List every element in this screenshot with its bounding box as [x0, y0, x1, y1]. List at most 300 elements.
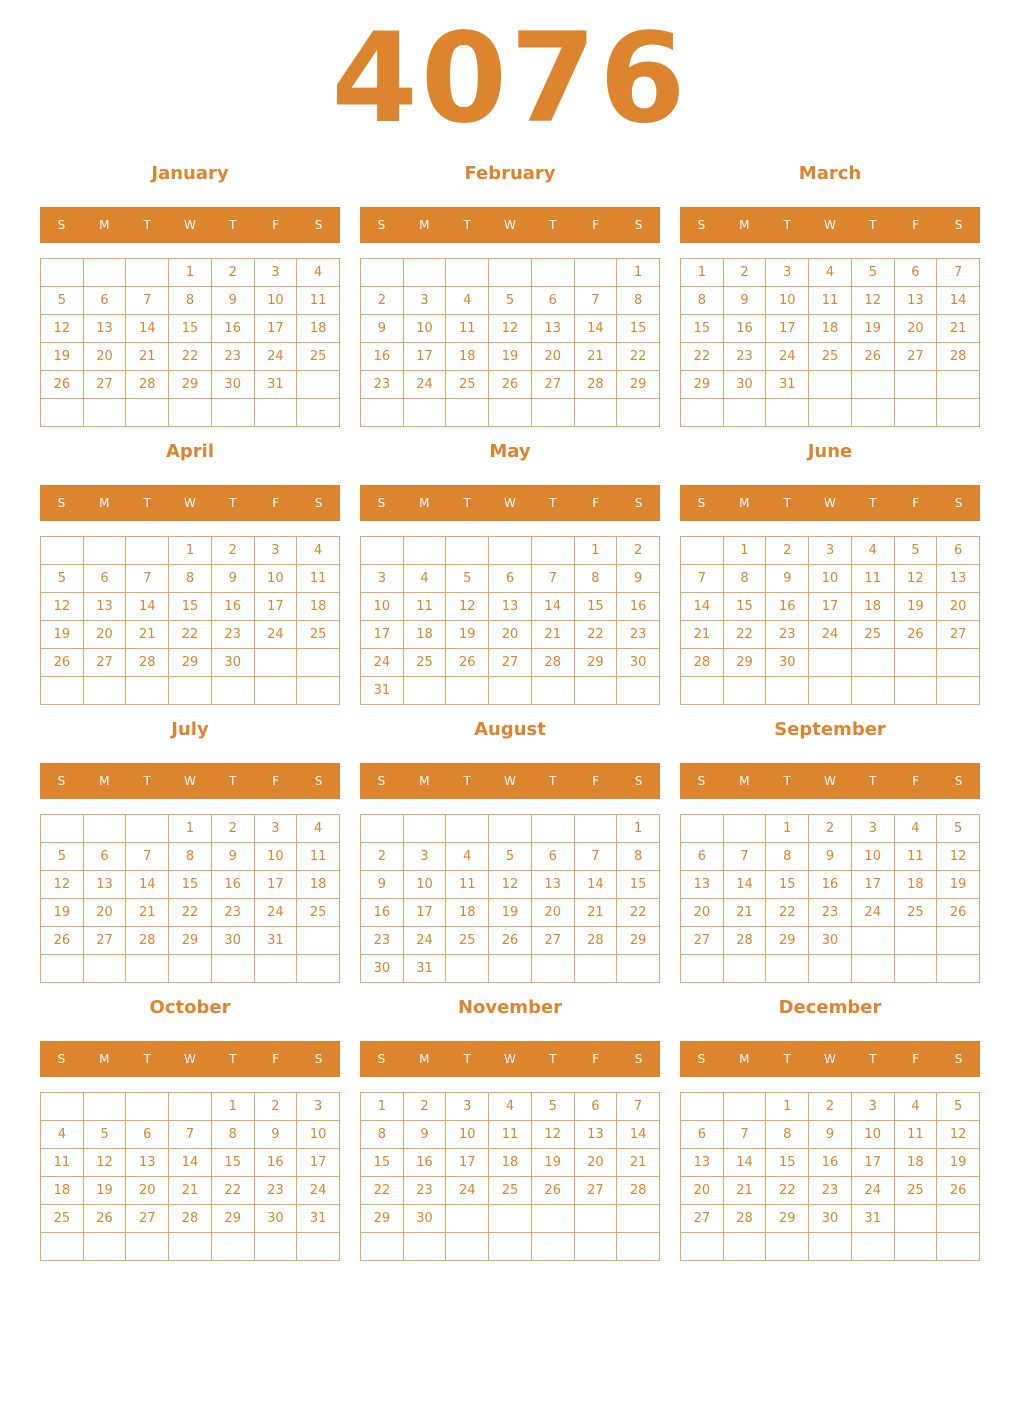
- day-cell: 30: [809, 1205, 852, 1233]
- month-name: October: [149, 997, 231, 1018]
- weekday-label: M: [739, 218, 750, 232]
- day-cell: 25: [489, 1177, 532, 1205]
- day-cell: 28: [575, 371, 618, 399]
- day-cell: 7: [724, 843, 767, 871]
- weekday-label: W: [824, 1052, 836, 1066]
- day-cell: 20: [575, 1149, 618, 1177]
- day-cell: 16: [724, 315, 767, 343]
- day-cell-empty: [532, 1233, 575, 1261]
- day-cell-empty: [446, 1233, 489, 1261]
- weekday-label: T: [229, 774, 237, 788]
- day-cell: 20: [84, 343, 127, 371]
- days-grid: [40, 258, 340, 427]
- day-cell: 25: [895, 899, 938, 927]
- days-grid: [360, 258, 660, 427]
- day-cell: 15: [724, 593, 767, 621]
- day-cell: 6: [575, 1093, 618, 1121]
- weekday-label: T: [143, 774, 151, 788]
- day-cell-empty: [895, 649, 938, 677]
- weekday-label: S: [377, 774, 386, 788]
- day-cell: 30: [404, 1205, 447, 1233]
- day-cell: 5: [852, 259, 895, 287]
- weekday-label: W: [184, 218, 196, 232]
- day-cell: 13: [126, 1149, 169, 1177]
- weekday-label: W: [504, 774, 516, 788]
- day-cell: 1: [169, 537, 212, 565]
- weekday-label: T: [463, 1052, 471, 1066]
- weekday-label: T: [783, 1052, 791, 1066]
- day-cell: 13: [84, 593, 127, 621]
- weekday-label: T: [463, 496, 471, 510]
- weekday-label: F: [592, 496, 600, 510]
- day-cell: 12: [489, 315, 532, 343]
- day-cell: 22: [575, 621, 618, 649]
- day-cell: 5: [532, 1093, 575, 1121]
- day-cell: 6: [84, 565, 127, 593]
- day-cell: 19: [532, 1149, 575, 1177]
- day-cell-empty: [809, 955, 852, 983]
- day-cell-empty: [404, 1233, 447, 1261]
- day-cell: 1: [617, 259, 660, 287]
- day-cell: 29: [169, 927, 212, 955]
- day-cell: 26: [41, 649, 84, 677]
- weekday-label: T: [549, 774, 557, 788]
- month-name: November: [457, 997, 563, 1018]
- day-cell: 4: [895, 1093, 938, 1121]
- day-cell: 6: [681, 843, 724, 871]
- day-cell-empty: [681, 955, 724, 983]
- day-cell: 22: [169, 621, 212, 649]
- day-cell: 19: [895, 593, 938, 621]
- day-cell: 28: [126, 649, 169, 677]
- month-june: [680, 436, 980, 704]
- day-cell: 24: [255, 899, 298, 927]
- day-cell: 1: [724, 537, 767, 565]
- day-cell: 27: [84, 927, 127, 955]
- day-cell-empty: [126, 815, 169, 843]
- day-cell-empty: [126, 1233, 169, 1261]
- day-cell: 16: [766, 593, 809, 621]
- day-cell: 31: [255, 371, 298, 399]
- day-cell: 24: [852, 1177, 895, 1205]
- weekday-label: S: [634, 774, 643, 788]
- day-cell: 28: [724, 1205, 767, 1233]
- weekday-label: S: [314, 218, 323, 232]
- day-cell-empty: [895, 955, 938, 983]
- day-cell: 22: [681, 343, 724, 371]
- day-cell: 14: [937, 287, 980, 315]
- day-cell-empty: [212, 955, 255, 983]
- day-cell: 5: [41, 565, 84, 593]
- weekday-label: S: [697, 496, 706, 510]
- day-cell-empty: [41, 815, 84, 843]
- day-cell-empty: [617, 1205, 660, 1233]
- days-grid: [40, 536, 340, 705]
- day-cell: 26: [41, 371, 84, 399]
- day-cell-empty: [84, 677, 127, 705]
- day-cell-empty: [895, 677, 938, 705]
- day-cell-empty: [681, 815, 724, 843]
- day-cell: 5: [446, 565, 489, 593]
- day-cell: 17: [766, 315, 809, 343]
- day-cell: 5: [937, 815, 980, 843]
- day-cell: 23: [617, 621, 660, 649]
- day-cell: 17: [404, 899, 447, 927]
- day-cell: 29: [766, 1205, 809, 1233]
- day-cell: 8: [766, 1121, 809, 1149]
- weekday-label: S: [634, 496, 643, 510]
- day-cell-empty: [937, 399, 980, 427]
- day-cell: 2: [766, 537, 809, 565]
- day-cell: 30: [617, 649, 660, 677]
- day-cell: 27: [937, 621, 980, 649]
- month-name: September: [774, 719, 886, 740]
- day-cell-empty: [852, 1233, 895, 1261]
- day-cell-empty: [766, 399, 809, 427]
- day-cell: 11: [404, 593, 447, 621]
- day-cell: 30: [724, 371, 767, 399]
- day-cell: 3: [766, 259, 809, 287]
- day-cell: 7: [169, 1121, 212, 1149]
- weekday-label: F: [912, 1052, 920, 1066]
- day-cell: 22: [617, 343, 660, 371]
- weekday-label: F: [912, 496, 920, 510]
- weekday-label: S: [697, 774, 706, 788]
- weekday-label: S: [954, 218, 963, 232]
- day-cell: 23: [212, 899, 255, 927]
- day-cell-empty: [852, 927, 895, 955]
- day-cell: 31: [404, 955, 447, 983]
- day-cell: 7: [724, 1121, 767, 1149]
- day-cell: 7: [681, 565, 724, 593]
- month-name: December: [778, 997, 882, 1018]
- day-cell-empty: [489, 537, 532, 565]
- day-cell: 17: [297, 1149, 340, 1177]
- day-cell-empty: [41, 1233, 84, 1261]
- weekday-header: [40, 1041, 340, 1077]
- month-name: August: [474, 719, 546, 740]
- day-cell-empty: [169, 1233, 212, 1261]
- month-december: [680, 992, 980, 1260]
- day-cell: 23: [766, 621, 809, 649]
- month-name: June: [807, 441, 853, 462]
- day-cell: 18: [895, 871, 938, 899]
- day-cell: 20: [681, 1177, 724, 1205]
- day-cell: 7: [575, 843, 618, 871]
- day-cell-empty: [41, 259, 84, 287]
- day-cell: 5: [84, 1121, 127, 1149]
- day-cell: 15: [212, 1149, 255, 1177]
- day-cell: 9: [212, 287, 255, 315]
- day-cell-empty: [126, 399, 169, 427]
- day-cell: 29: [575, 649, 618, 677]
- day-cell: 12: [852, 287, 895, 315]
- day-cell-empty: [852, 371, 895, 399]
- day-cell-empty: [937, 371, 980, 399]
- day-cell-empty: [724, 1093, 767, 1121]
- day-cell: 10: [361, 593, 404, 621]
- day-cell: 27: [681, 1205, 724, 1233]
- day-cell: 4: [297, 259, 340, 287]
- day-cell: 15: [169, 871, 212, 899]
- day-cell: 11: [895, 843, 938, 871]
- day-cell-empty: [361, 815, 404, 843]
- day-cell: 21: [532, 621, 575, 649]
- day-cell: 30: [212, 649, 255, 677]
- weekday-label: S: [697, 1052, 706, 1066]
- day-cell-empty: [446, 677, 489, 705]
- day-cell-empty: [489, 815, 532, 843]
- day-cell: 24: [255, 621, 298, 649]
- day-cell-empty: [169, 1093, 212, 1121]
- day-cell: 11: [297, 287, 340, 315]
- day-cell: 2: [809, 815, 852, 843]
- day-cell: 29: [169, 649, 212, 677]
- month-march: [680, 158, 980, 426]
- day-cell: 6: [84, 843, 127, 871]
- day-cell: 9: [809, 843, 852, 871]
- weekday-label: T: [869, 496, 877, 510]
- day-cell: 22: [617, 899, 660, 927]
- day-cell-empty: [681, 1093, 724, 1121]
- day-cell: 27: [895, 343, 938, 371]
- day-cell: 13: [681, 871, 724, 899]
- weekday-label: F: [272, 496, 280, 510]
- day-cell: 28: [126, 371, 169, 399]
- weekday-label: F: [272, 218, 280, 232]
- day-cell: 16: [361, 343, 404, 371]
- day-cell-empty: [937, 649, 980, 677]
- day-cell: 17: [809, 593, 852, 621]
- day-cell-empty: [681, 1233, 724, 1261]
- weekday-header: [40, 485, 340, 521]
- day-cell: 25: [446, 371, 489, 399]
- weekday-header: [680, 485, 980, 521]
- weekday-label: T: [869, 218, 877, 232]
- day-cell: 24: [404, 927, 447, 955]
- day-cell-empty: [297, 1233, 340, 1261]
- day-cell: 31: [297, 1205, 340, 1233]
- day-cell: 14: [126, 871, 169, 899]
- day-cell: 21: [937, 315, 980, 343]
- day-cell: 7: [575, 287, 618, 315]
- day-cell: 30: [361, 955, 404, 983]
- day-cell: 21: [681, 621, 724, 649]
- day-cell: 7: [126, 843, 169, 871]
- weekday-label: S: [377, 218, 386, 232]
- weekday-label: F: [272, 774, 280, 788]
- day-cell-empty: [937, 1205, 980, 1233]
- day-cell: 25: [809, 343, 852, 371]
- day-cell: 6: [532, 287, 575, 315]
- day-cell: 3: [852, 815, 895, 843]
- day-cell: 8: [169, 565, 212, 593]
- day-cell-empty: [446, 399, 489, 427]
- weekday-label: S: [57, 774, 66, 788]
- day-cell: 3: [404, 287, 447, 315]
- day-cell: 7: [532, 565, 575, 593]
- day-cell: 6: [489, 565, 532, 593]
- day-cell-empty: [937, 677, 980, 705]
- day-cell: 5: [41, 843, 84, 871]
- day-cell: 18: [852, 593, 895, 621]
- weekday-label: W: [184, 1052, 196, 1066]
- days-grid: [680, 814, 980, 983]
- day-cell-empty: [937, 927, 980, 955]
- day-cell: 3: [297, 1093, 340, 1121]
- day-cell-empty: [617, 399, 660, 427]
- day-cell: 17: [361, 621, 404, 649]
- day-cell: 14: [126, 593, 169, 621]
- day-cell-empty: [489, 1233, 532, 1261]
- day-cell: 12: [41, 593, 84, 621]
- day-cell: 15: [617, 871, 660, 899]
- day-cell: 14: [681, 593, 724, 621]
- weekday-label: W: [504, 1052, 516, 1066]
- day-cell: 26: [895, 621, 938, 649]
- day-cell: 3: [446, 1093, 489, 1121]
- day-cell: 23: [809, 899, 852, 927]
- day-cell: 7: [126, 287, 169, 315]
- day-cell: 20: [126, 1177, 169, 1205]
- month-april: [40, 436, 340, 704]
- day-cell: 18: [297, 593, 340, 621]
- day-cell-empty: [575, 677, 618, 705]
- day-cell: 8: [575, 565, 618, 593]
- day-cell: 18: [297, 315, 340, 343]
- day-cell: 31: [361, 677, 404, 705]
- day-cell: 12: [489, 871, 532, 899]
- day-cell: 16: [361, 899, 404, 927]
- day-cell: 24: [361, 649, 404, 677]
- day-cell: 12: [41, 871, 84, 899]
- day-cell: 5: [895, 537, 938, 565]
- day-cell: 20: [489, 621, 532, 649]
- day-cell-empty: [852, 399, 895, 427]
- day-cell: 16: [255, 1149, 298, 1177]
- day-cell-empty: [297, 677, 340, 705]
- day-cell-empty: [532, 815, 575, 843]
- day-cell: 17: [446, 1149, 489, 1177]
- day-cell: 25: [297, 899, 340, 927]
- day-cell-empty: [809, 649, 852, 677]
- day-cell-empty: [766, 677, 809, 705]
- day-cell: 6: [126, 1121, 169, 1149]
- day-cell-empty: [297, 927, 340, 955]
- day-cell: 30: [255, 1205, 298, 1233]
- weekday-label: F: [912, 774, 920, 788]
- day-cell: 7: [617, 1093, 660, 1121]
- month-july: [40, 714, 340, 982]
- day-cell: 29: [681, 371, 724, 399]
- day-cell: 20: [895, 315, 938, 343]
- day-cell: 15: [169, 315, 212, 343]
- day-cell: 17: [852, 1149, 895, 1177]
- weekday-label: T: [229, 1052, 237, 1066]
- day-cell: 19: [41, 621, 84, 649]
- day-cell: 7: [937, 259, 980, 287]
- day-cell: 3: [852, 1093, 895, 1121]
- day-cell: 16: [404, 1149, 447, 1177]
- day-cell: 30: [809, 927, 852, 955]
- weekday-label: W: [824, 496, 836, 510]
- day-cell: 3: [255, 815, 298, 843]
- weekday-label: S: [314, 774, 323, 788]
- day-cell: 25: [446, 927, 489, 955]
- day-cell: 14: [169, 1149, 212, 1177]
- day-cell: 14: [724, 1149, 767, 1177]
- day-cell: 26: [489, 371, 532, 399]
- weekday-label: F: [592, 218, 600, 232]
- day-cell: 23: [361, 927, 404, 955]
- day-cell: 11: [297, 843, 340, 871]
- day-cell-empty: [84, 259, 127, 287]
- day-cell-empty: [724, 399, 767, 427]
- day-cell-empty: [84, 955, 127, 983]
- day-cell: 9: [361, 871, 404, 899]
- day-cell-empty: [852, 677, 895, 705]
- day-cell: 5: [937, 1093, 980, 1121]
- day-cell-empty: [895, 1233, 938, 1261]
- day-cell-empty: [255, 677, 298, 705]
- day-cell: 25: [297, 343, 340, 371]
- day-cell: 20: [84, 899, 127, 927]
- day-cell-empty: [489, 955, 532, 983]
- weekday-label: S: [954, 496, 963, 510]
- day-cell-empty: [84, 1233, 127, 1261]
- day-cell-empty: [575, 955, 618, 983]
- day-cell: 18: [404, 621, 447, 649]
- day-cell: 8: [361, 1121, 404, 1149]
- weekday-label: T: [869, 1052, 877, 1066]
- day-cell: 14: [617, 1121, 660, 1149]
- day-cell: 2: [361, 287, 404, 315]
- day-cell: 10: [852, 1121, 895, 1149]
- day-cell: 4: [404, 565, 447, 593]
- day-cell: 14: [724, 871, 767, 899]
- day-cell: 11: [895, 1121, 938, 1149]
- day-cell-empty: [575, 815, 618, 843]
- day-cell: 4: [895, 815, 938, 843]
- day-cell: 27: [532, 927, 575, 955]
- day-cell: 27: [489, 649, 532, 677]
- days-grid: [680, 536, 980, 705]
- month-august: [360, 714, 660, 982]
- day-cell: 15: [681, 315, 724, 343]
- day-cell-empty: [681, 537, 724, 565]
- day-cell: 1: [575, 537, 618, 565]
- day-cell: 28: [937, 343, 980, 371]
- year-title: 4076: [331, 7, 689, 151]
- weekday-header: [360, 1041, 660, 1077]
- day-cell: 19: [84, 1177, 127, 1205]
- month-february: [360, 158, 660, 426]
- day-cell-empty: [724, 1233, 767, 1261]
- day-cell: 3: [361, 565, 404, 593]
- day-cell: 4: [446, 843, 489, 871]
- day-cell-empty: [724, 677, 767, 705]
- day-cell: 20: [937, 593, 980, 621]
- month-name: July: [171, 719, 209, 740]
- weekday-label: S: [57, 218, 66, 232]
- day-cell: 14: [126, 315, 169, 343]
- day-cell: 17: [255, 315, 298, 343]
- day-cell: 26: [84, 1205, 127, 1233]
- day-cell: 18: [446, 343, 489, 371]
- day-cell-empty: [361, 399, 404, 427]
- day-cell-empty: [297, 399, 340, 427]
- day-cell: 1: [766, 1093, 809, 1121]
